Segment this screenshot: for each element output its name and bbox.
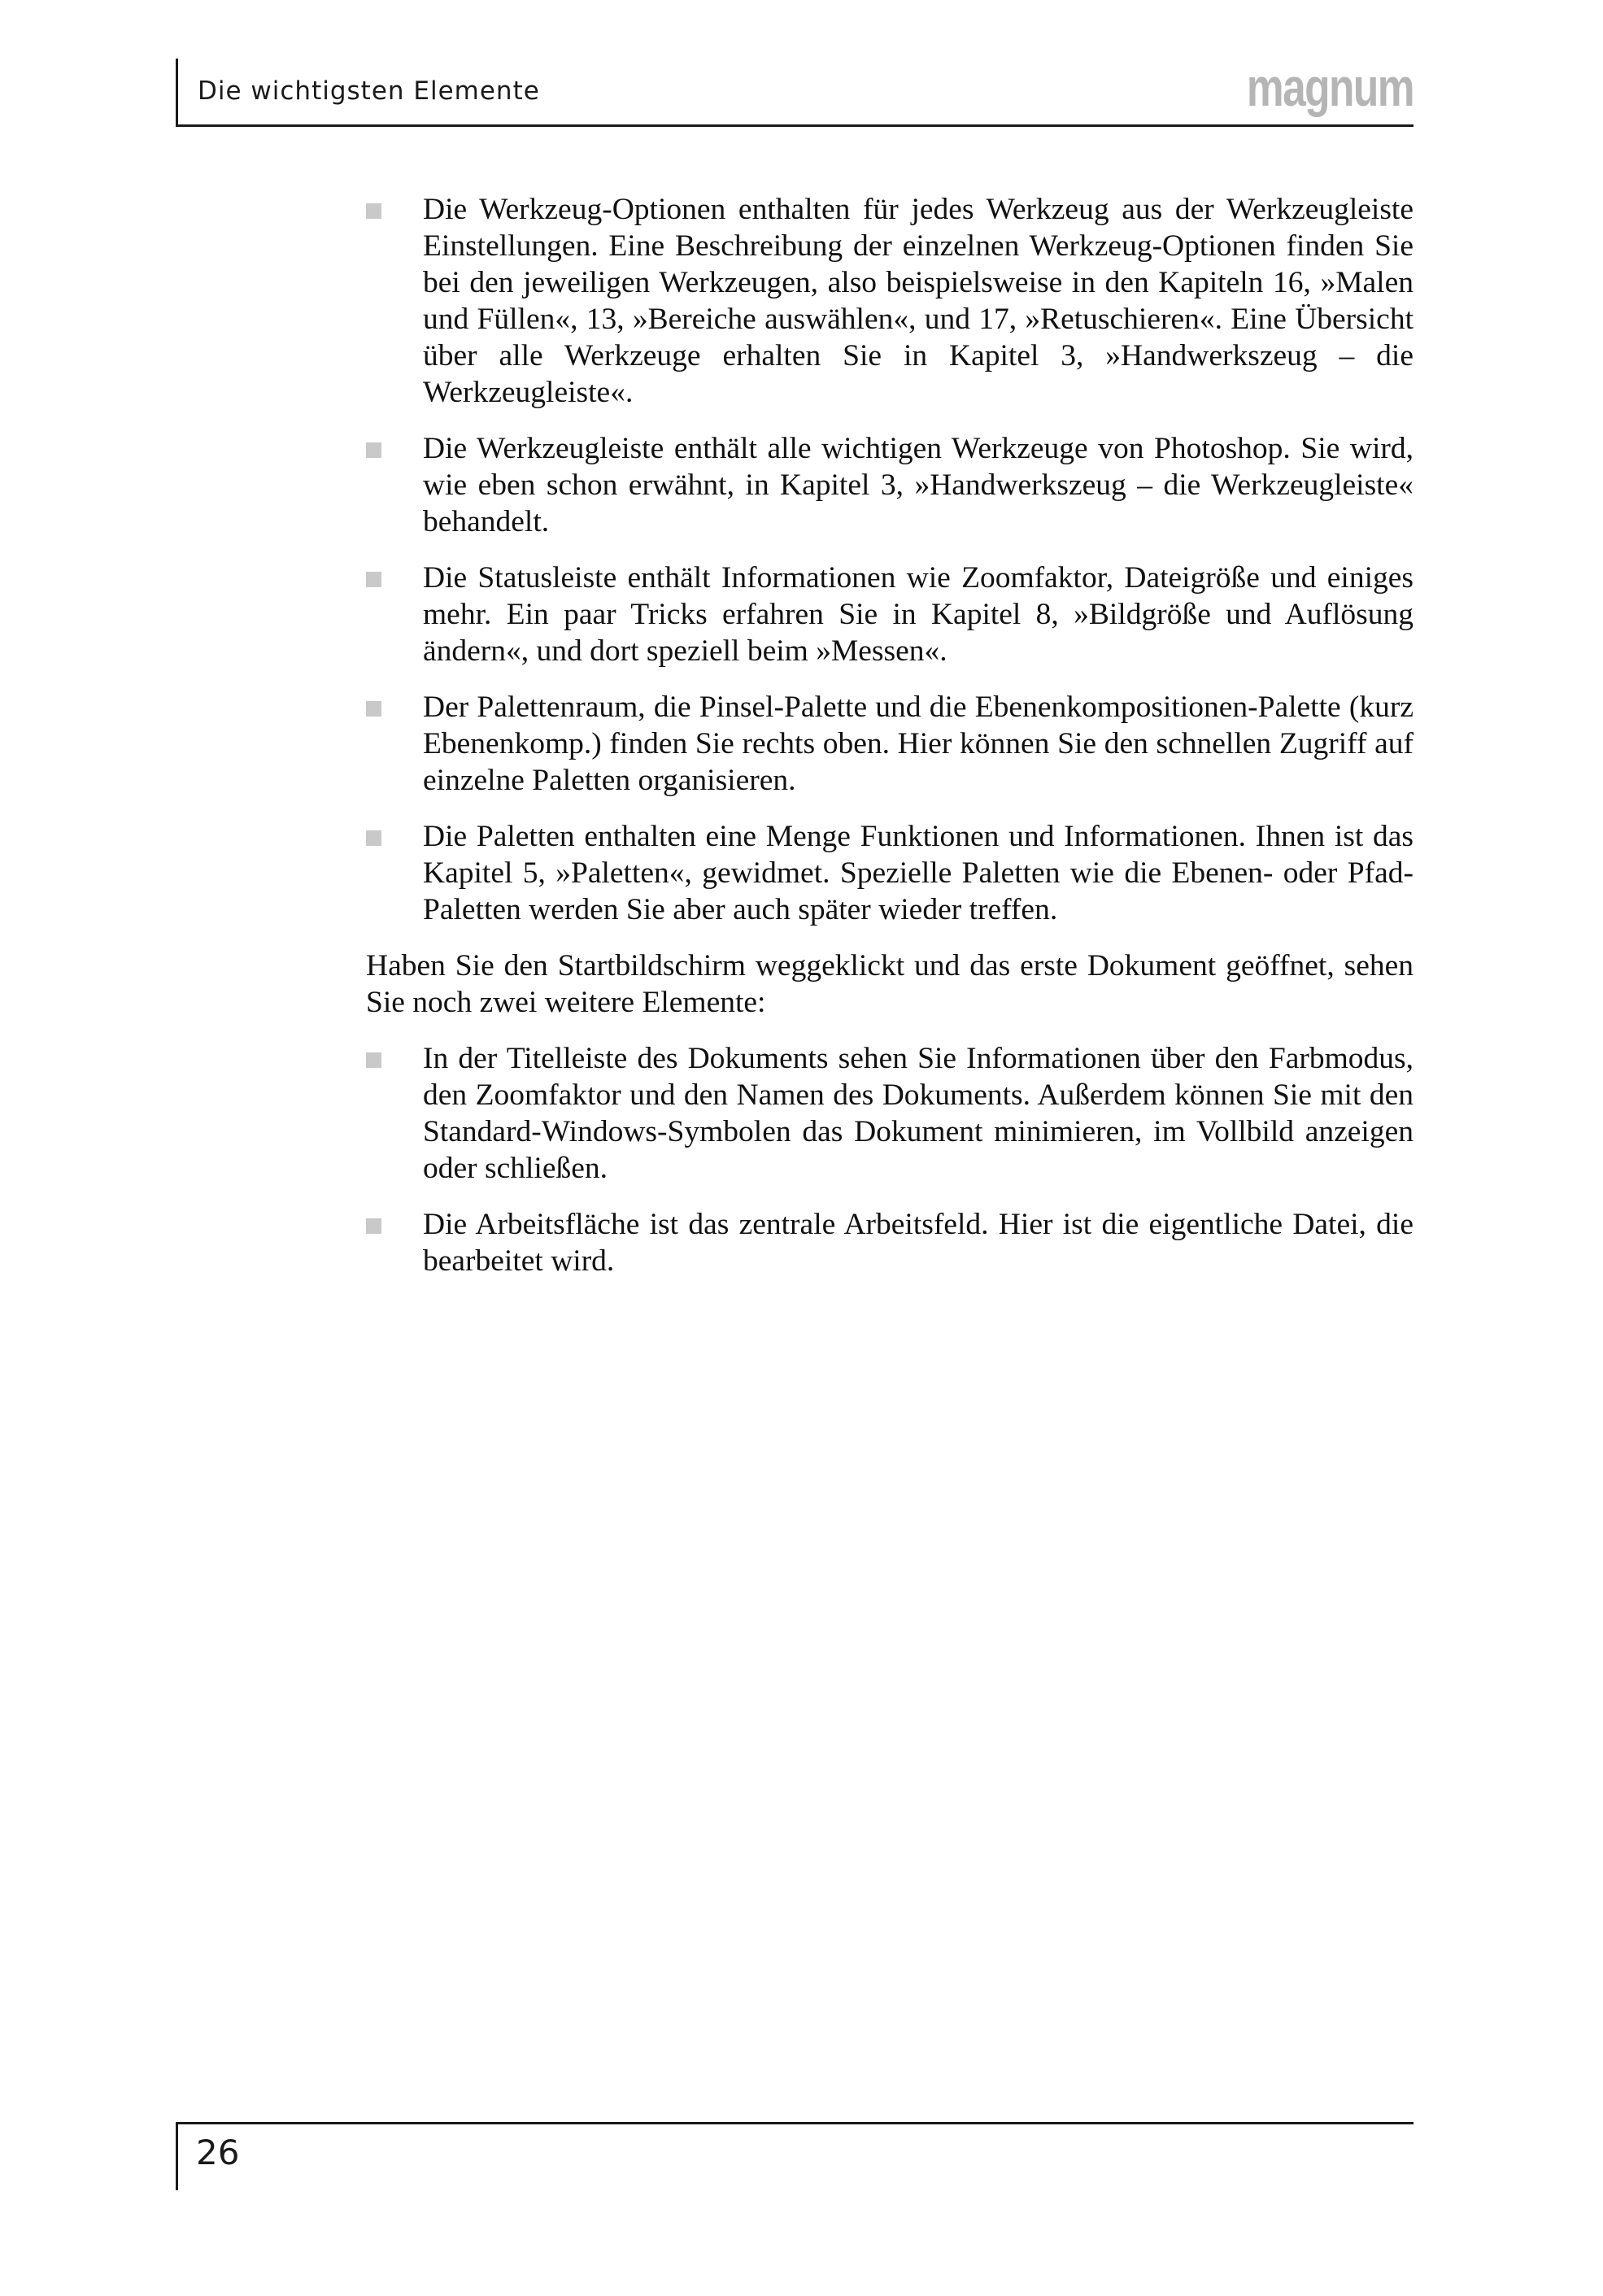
list-item (366, 1040, 1414, 1187)
square-bullet-icon (366, 442, 381, 458)
square-bullet-icon (366, 1052, 381, 1068)
list-item (366, 430, 1414, 540)
body-paragraph: Haben Sie den Startbildschirm weggeklickt und das erste Dokument geöffnet, sehen Sie noch zwei weitere Elemente: (366, 949, 1414, 1019)
running-footer (176, 2122, 1414, 2190)
list-item-text: Der Palettenraum, die Pinsel-Palette und die Ebenenkompositionen-Palette (kurz Ebenenkomp.) finden Sie rechts oben. Hier können Sie den schnellen Zugriff auf einzelne Paletten organisieren. (423, 691, 1414, 797)
body-text (366, 191, 1414, 1299)
page-number: 26 (196, 2133, 240, 2172)
header-title: Die wichtigsten Elemente (198, 76, 540, 106)
square-bullet-icon (366, 701, 381, 717)
list-item-text: In der Titelleiste des Dokuments sehen Sie Informationen über den Farbmodus, den Zoomfaktor und den Namen des Dokuments. Außerdem können Sie mit den Standard-Windows-Symbolen das Dokument minimieren, im Vollbild anzeigen oder schließen. (423, 1042, 1414, 1185)
square-bullet-icon (366, 203, 381, 219)
list-item-text: Die Werkzeug-Optionen enthalten für jedes Werkzeug aus der Werkzeugleiste Einstellungen. Eine Beschreibung der einzelnen Werkzeug-Optionen finden Sie bei den jeweiligen Werkzeugen, also beispielsweise in den Kapiteln 16, »Malen und Füllen«, 13, »Bereiche auswählen«, und 17, »Retuschieren«. Eine Übersicht über alle Werkzeuge erhalten Sie in Kapitel 3, »Handwerkszeug – die Werkzeugleiste«. (423, 193, 1414, 409)
list-item-text: Die Werkzeugleiste enthält alle wichtigen Werkzeuge von Photoshop. Sie wird, wie eben schon erwähnt, in Kapitel 3, »Handwerkszeug – die Werkzeugleiste« behandelt. (423, 432, 1414, 538)
list-item-text: Die Statusleiste enthält Informationen wie Zoomfaktor, Dateigröße und einiges mehr. Ein paar Tricks erfahren Sie in Kapitel 8, »Bildgröße und Auflösung ändern«, und dort speziell beim »Messen«. (423, 561, 1414, 668)
bullet-list-second (366, 1040, 1414, 1279)
list-item (366, 818, 1414, 928)
square-bullet-icon (366, 830, 381, 846)
list-item (366, 689, 1414, 799)
list-item (366, 560, 1414, 669)
running-header (176, 59, 1414, 127)
list-item (366, 1206, 1414, 1279)
square-bullet-icon (366, 1218, 381, 1234)
square-bullet-icon (366, 572, 381, 587)
list-item-text: Die Paletten enthalten eine Menge Funktionen und Informationen. Ihnen ist das Kapitel 5, »Paletten«, gewidmet. Spezielle Paletten wie die Ebenen- oder Pfad-Paletten werden Sie aber auch später wieder treffen. (423, 820, 1414, 926)
list-item (366, 191, 1414, 411)
list-item-text: Die Arbeitsfläche ist das zentrale Arbeitsfeld. Hier ist die eigentliche Datei, die bearbeitet wird. (423, 1208, 1414, 1278)
publisher-logo: magnum (1246, 57, 1414, 117)
bullet-list-first (366, 191, 1414, 928)
